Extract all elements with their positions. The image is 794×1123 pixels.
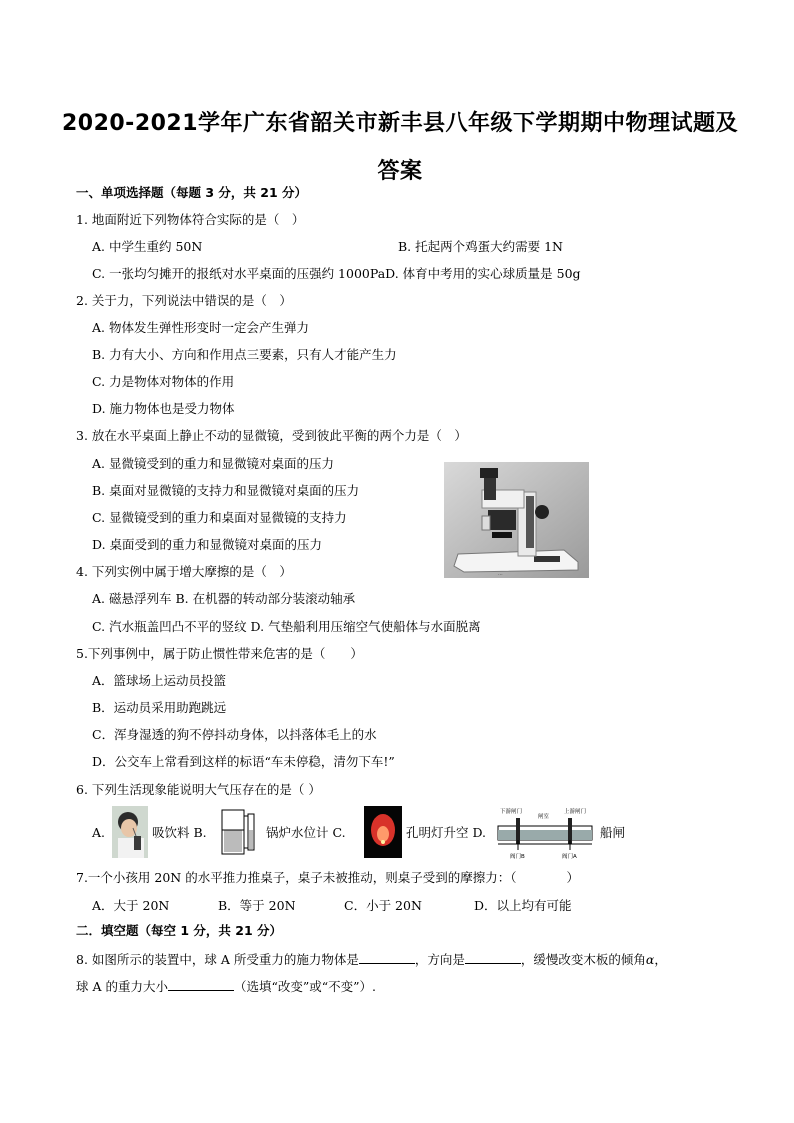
question-1-stem: 1. 地面附近下列物体符合实际的是（ ） (76, 212, 305, 227)
question-3-option-b: B. 桌面对显微镜的支持力和显微镜对桌面的压力 (92, 483, 360, 498)
question-3-option-a: A. 显微镜受到的重力和显微镜对桌面的压力 (92, 456, 334, 471)
question-2-option-a: A. 物体发生弹性形变时一定会产生弹力 (92, 320, 309, 335)
question-4-stem: 4. 下列实例中属于增大摩擦的是（ ） (76, 564, 292, 579)
microscope-image (444, 462, 589, 578)
question-8-line-1 (76, 950, 667, 969)
question-7-stem: 7.一个小孩用 20N 的水平推力推桌子，桌子未被推动，则桌子受到的摩擦力：（ ） (76, 870, 579, 885)
question-1-option-a: A. 中学生重约 50N (92, 239, 203, 254)
section-heading-multiple-choice: 一、单项选择题（每题 3 分，共 21 分） (76, 185, 308, 200)
question-5-option-a: A．篮球场上运动员投篮 (92, 673, 227, 688)
question-3-stem: 3. 放在水平桌面上静止不动的显微镜，受到彼此平衡的两个力是（ ） (76, 428, 467, 443)
question-8-text-1: 8. 如图所示的装置中，球 A 所受重力的施力物体是 (76, 952, 359, 967)
question-6-option-b-label: 锅炉水位计 C. (266, 825, 346, 840)
question-6-option-c-label: 孔明灯升空 D. (406, 825, 487, 840)
question-5-stem: 5.下列事例中，属于防止惯性带来危害的是（ ） (76, 646, 363, 661)
question-8-text-5: 球 A 的重力大小 (76, 979, 168, 994)
question-5-option-d: D．公交车上常看到这样的标语“车未停稳，清勿下车!” (92, 754, 395, 769)
drinking-straw-image (112, 806, 148, 858)
question-5-option-b: B．运动员采用助跑跳远 (92, 700, 227, 715)
section-heading-fill-in: 二．填空题（每空 1 分，共 21 分） (76, 923, 283, 938)
sky-lantern-image (364, 806, 402, 858)
answer-blank-2[interactable] (465, 950, 521, 964)
page-title: 2020-2021学年广东省韶关市新丰县八年级下学期期中物理试题及答案 (61, 111, 739, 184)
question-2-option-d: D. 施力物体也是受力物体 (92, 401, 235, 416)
question-6-stem: 6. 下列生活现象能说明大气压存在的是（ ） (76, 782, 321, 797)
lock-label-upstream: 上游闸门 (564, 809, 587, 815)
question-5-option-c: C．浑身湿透的狗不停抖动身体，以抖落体毛上的水 (92, 727, 377, 742)
question-3-option-c: C. 显微镜受到的重力和桌面对显微镜的支持力 (92, 510, 347, 525)
question-8-line-2 (76, 977, 376, 996)
answer-blank-1[interactable] (359, 950, 415, 964)
lock-label-downstream: 下游闸门 (500, 809, 523, 815)
svg-text:⋯: ⋯ (498, 572, 503, 578)
question-7-option-d: D．以上均有可能 (474, 898, 572, 913)
question-4-option-cd: C. 汽水瓶盖凹凸不平的竖纹 D. 气垫船利用压缩空气使船体与水面脱离 (92, 619, 481, 634)
angle-alpha-symbol: α (645, 952, 655, 967)
question-7-option-a: A．大于 20N (92, 898, 170, 913)
question-6-option-a-letter: A. (92, 825, 106, 840)
lock-label-chamber: 闸室 (538, 814, 550, 820)
lock-label-valve-a: 阀门A (562, 854, 577, 860)
boiler-gauge-image (218, 806, 262, 858)
answer-blank-3[interactable] (168, 977, 234, 991)
ship-lock-diagram (496, 804, 594, 860)
question-1-option-b: B. 托起两个鸡蛋大约需要 1N (398, 239, 563, 254)
question-6-option-d-label: 船闸 (600, 825, 626, 840)
lock-label-valve-b: 阀门B (510, 854, 525, 860)
question-7-option-b: B．等于 20N (218, 898, 296, 913)
question-2-option-b: B. 力有大小、方向和作用点三要素，只有人才能产生力 (92, 347, 397, 362)
question-2-option-c: C. 力是物体对物体的作用 (92, 374, 235, 389)
question-6-option-a-label: 吸饮料 B. (152, 825, 207, 840)
question-2-stem: 2. 关于力，下列说法中错误的是（ ） (76, 293, 292, 308)
question-7-option-c: C．小于 20N (344, 898, 422, 913)
question-8-text-6: （选填“改变”或“不变”）. (233, 979, 377, 994)
question-4-option-ab: A. 磁悬浮列车 B. 在机器的转动部分装滚动轴承 (92, 591, 356, 606)
question-8-text-2: ，方向是 (414, 952, 465, 967)
question-1-option-cd: C. 一张均匀摊开的报纸对水平桌面的压强约 1000PaD. 体育中考用的实心球质量是 50g (92, 266, 581, 281)
question-8-text-4: ， (654, 952, 667, 967)
question-8-text-3: ，缓慢改变木板的倾角 (520, 952, 646, 967)
question-3-option-d: D. 桌面受到的重力和显微镜对桌面的压力 (92, 537, 323, 552)
